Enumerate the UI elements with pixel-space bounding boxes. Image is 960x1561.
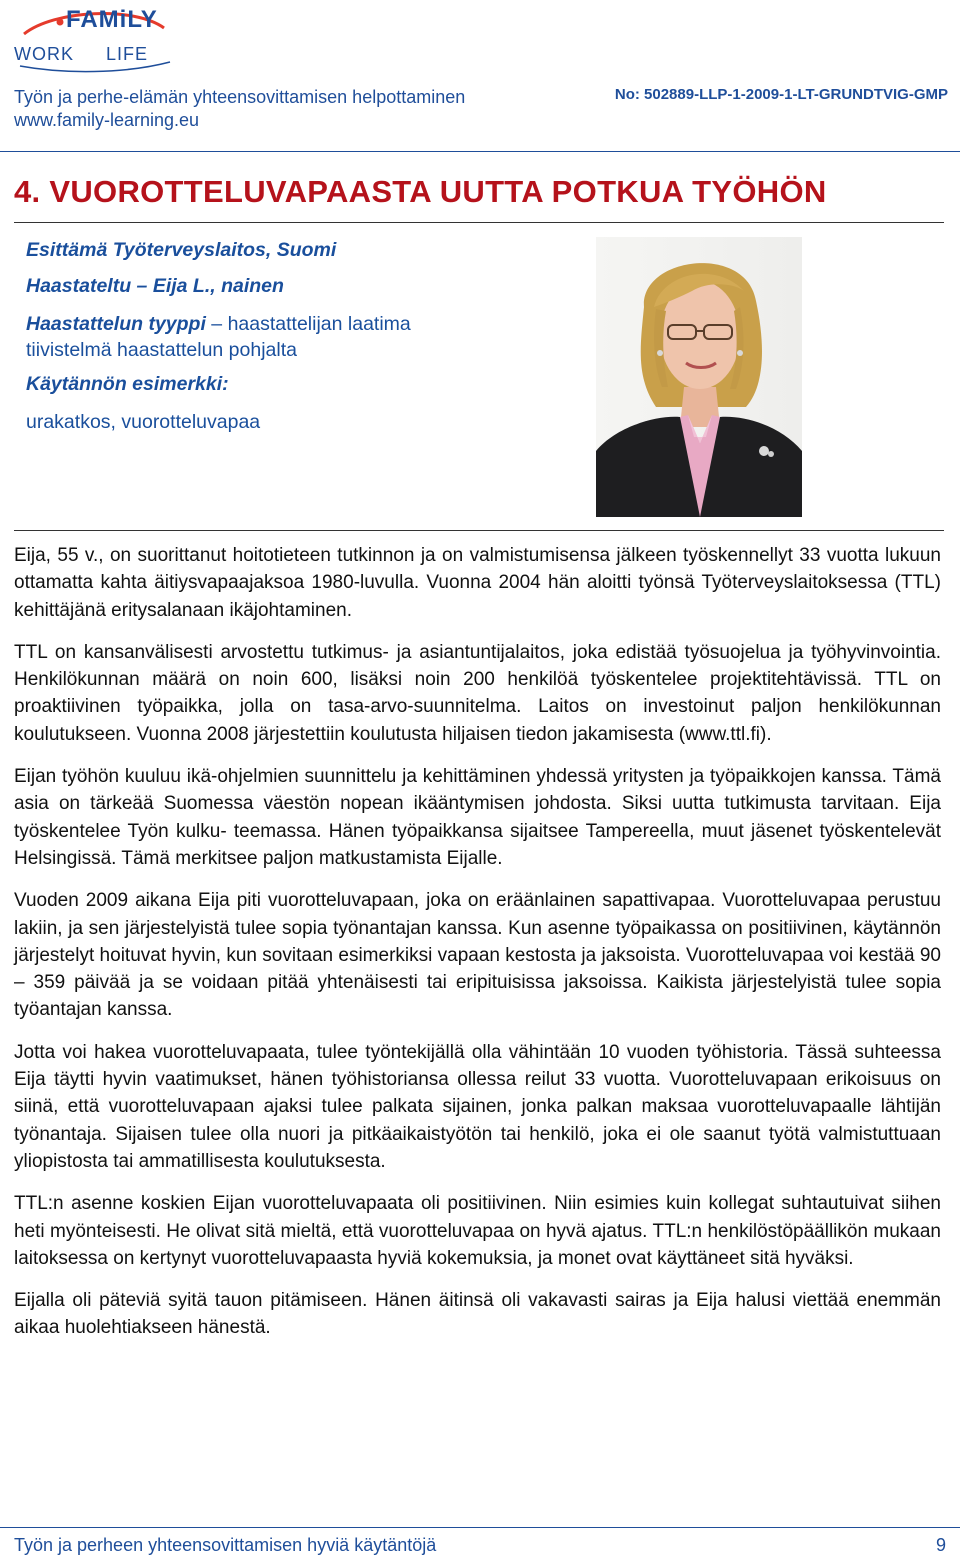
header-left (14, 86, 465, 132)
title-divider (14, 222, 944, 223)
presenter-line: Esittämä Työterveyslaitos, Suomi (26, 239, 337, 261)
header-website-link[interactable]: www.family-learning.eu (14, 110, 200, 130)
article-body (14, 542, 941, 1357)
header-subtitle: Työn ja perhe-elämän yhteensovittamisen helpottaminen (14, 87, 466, 107)
interviewee-key: Haastateltu (26, 275, 132, 297)
interview-type-value-2: tiivistelmä haastattelun pohjalta (26, 339, 297, 361)
portrait-photo-icon (596, 237, 802, 517)
footer-divider (0, 1527, 960, 1528)
paragraph: TTL on kansanvälisesti arvostettu tutkimus- ja asiantuntijalaitos, joka edistää työsuojelua ja työhyvinvointia. Henkilökunnan määrä on noin 600, lisäksi noin 200 henkilöä työskentelee projektitehtävissä. TTL on proaktiivinen työpaikka, jolla on tasa-arvo-suunnitelma. Laitos on investoinut paljon henkilökunnan koulutukseen. Vuonna 2008 järjestettiin koulutusta hiljaisen tiedon jakamisesta (www.ttl.fi). (14, 641, 941, 745)
interviewee-line (26, 273, 284, 299)
page-title: 4. VUOROTTELUVAPAASTA UUTTA POTKUA TYÖHÖN (14, 174, 827, 209)
header-project-number: No: 502889-LLP-1-2009-1-LT-GRUNDTVIG-GMP (614, 86, 948, 103)
interview-type-value-1: haastattelijan laatima (227, 313, 411, 335)
portrait-photo (596, 237, 802, 517)
paragraph: Eijan työhön kuuluu ikä-ohjelmien suunnittelu ja kehittäminen yhdessä yritysten ja työpaikkojen kanssa. Tämä asia on tärkeää Suomessa väestön nopean ikääntymisen johdosta. Siksi uutta tutkimusta tarvitaan. Eija työskentelee Työn kulku- teemassa. Hänen työpaikkansa sijaitsee Tampereella, muut jäsenet työskentelevät Helsingissä. Tämä merkitsee paljon matkustamista Eijalle. (14, 766, 941, 869)
paragraph: Eijalla oli päteviä syitä tauon pitämiseen. Hänen äitinsä oli vakavasti sairas ja Eija halusi viettää enemmän aikaa huolehtiakseen hänestä. (14, 1290, 941, 1339)
logo-word-family: FAMiLY (66, 6, 158, 33)
paragraph: TTL:n asenne koskien Eijan vuorotteluvapaata oli positiivinen. Niin esimies kuin kollegat suhtautuivat siihen heti myönteisesti. He olivat sitä mieltä, että vuorotteluvapaa on hyvä ajatus. TTL:n henkilöstöpäällikön mukaan laitoksessa on kertynyt vuorotteluvapaasta hyviä kokemuksia, ja monet ovat käyttäneet sitä hyväksi. (14, 1193, 941, 1269)
interview-type-key: Haastattelun tyyppi (26, 313, 206, 335)
header-divider (0, 151, 960, 152)
footer-title: Työn ja perheen yhteensovittamisen hyviä käytäntöjä (14, 1535, 437, 1555)
interviewee-dash: – (136, 275, 148, 297)
photo-divider (14, 530, 944, 531)
logo-word-life: LIFE (106, 44, 149, 64)
interview-type-dash: – (211, 313, 228, 335)
paragraph: Eija, 55 v., on suorittanut hoitotieteen tutkinnon ja on valmistumisensa jälkeen työskennellyt 33 vuotta lukuun ottamatta kahta äitiysvapaajaksoa 1980-luvulla. Vuonna 2004 hän aloitti työnsä Työterveyslaitoksessa (TTL) kehittäjänä eritysalanaan ikäjohtaminen. (14, 545, 941, 621)
family-work-life-logo (14, 4, 174, 76)
logo-word-work: WORK (14, 44, 74, 64)
page-number: 9 (935, 1535, 946, 1555)
practice-key: Käytännön esimerkki: (26, 373, 229, 395)
interviewee-value: Eija L., nainen (152, 275, 284, 297)
practice-value: urakatkos, vuorotteluvapaa (26, 411, 261, 433)
paragraph: Vuoden 2009 aikana Eija piti vuorotteluvapaan, joka on eräänlainen sapattivapaa. Vuorotteluvapaa perustuu lakiin, ja sen järjestelyistä tulee sopia työnantajan kanssa. Kun asenne työpaikassa on positiivinen, käytännön järjestelyt hoituvat hyvin, kun sovitaan esimerkiksi vapaan kestosta ja jaksoista. Vuorotteluvapaa voi kestää 90 – 359 päivää ja se voidaan pitää yhtenäisesti tai eripituisissa jaksoissa. Kaikista järjestelyistä tulee sopia työantajan kanssa. (14, 890, 941, 1021)
interview-type-block (26, 311, 411, 363)
paragraph: Jotta voi hakea vuorotteluvapaata, tulee työntekijällä olla vähintään 10 vuoden työhistoria. Tässä suhteessa Eija täytti hyvin vaatimukset, hänen työhistoriansa ollessa reilut 33 vuotta. Vuorotteluvapaan erikoisuus on siinä, että vuorotteluvapaan ajaksi tulee palkata sijainen, jonka palkan maksaa vuorotteluvapaalle lähtijän työnantaja. Sijaisen tulee olla nuori ja pitkäaikaistyötön tai henkilö, joka ei ole saanut työtä valmistuttuaan yliopistosta tai ammatillisesta koulutuksesta. (14, 1041, 941, 1172)
